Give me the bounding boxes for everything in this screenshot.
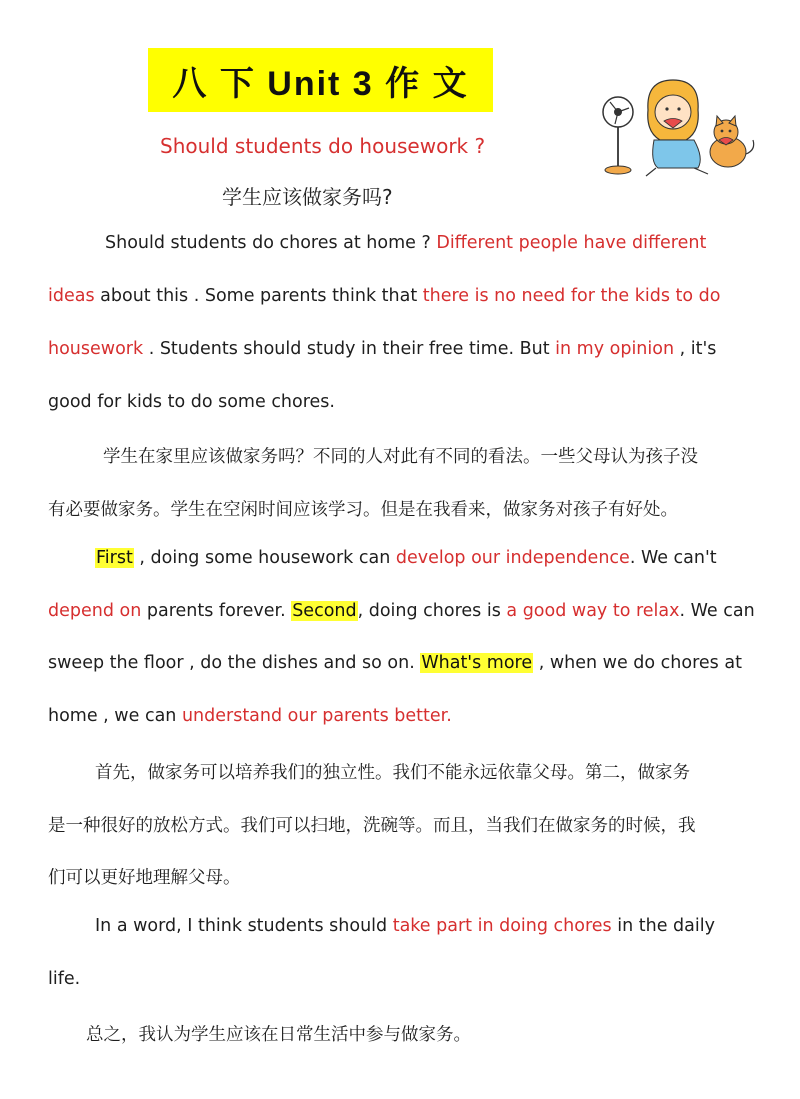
highlight-whats-more: What's more xyxy=(421,653,533,673)
conclusion-zh-line-1: 总之，我认为学生应该在日常生活中参与做家务。 xyxy=(86,1025,471,1045)
body-en-line-4: home , we can understand our parents better. xyxy=(48,706,452,726)
intro-en-line-1: Should students do chores at home ? Different people have different xyxy=(105,233,707,253)
body-zh-line-2: 是一种很好的放松方式。我们可以扫地，洗碗等。而且，当我们在做家务的时候，我 xyxy=(48,816,696,836)
subtitle-english: Should students do housework ? xyxy=(160,134,486,158)
body-en-line-1: First , doing some housework can develop our independence. We can't xyxy=(96,548,717,568)
body-zh-line-3: 们可以更好地理解父母。 xyxy=(48,868,241,888)
intro-en-line-3: housework . Students should study in their free time. But in my opinion , it's xyxy=(48,339,717,359)
highlight-first: First xyxy=(96,548,133,568)
highlight-second: Second xyxy=(292,601,357,621)
intro-zh-line-2: 有必要做家务。学生在空闲时间应该学习。但是在我看来，做家务对孩子有好处。 xyxy=(48,500,678,520)
body-zh-line-1: 首先，做家务可以培养我们的独立性。我们不能永远依靠父母。第二，做家务 xyxy=(95,763,690,783)
girl-with-fan-illustration xyxy=(598,70,758,180)
subtitle-chinese: 学生应该做家务吗? xyxy=(222,185,393,209)
intro-en-line-2: ideas about this . Some parents think that there is no need for the kids to do xyxy=(48,286,721,306)
page-title: 八 下 Unit 3 作 文 xyxy=(172,64,469,103)
cat-figure xyxy=(710,116,754,167)
body-en-line-3: sweep the floor , do the dishes and so on. What's more , when we do chores at xyxy=(48,653,742,673)
conclusion-en-line-2: life. xyxy=(48,969,81,989)
conclusion-en-line-1: In a word, I think students should take part in doing chores in the daily xyxy=(95,916,715,936)
electric-fan-icon xyxy=(603,97,633,174)
intro-zh-line-1: 学生在家里应该做家务吗？不同的人对此有不同的看法。一些父母认为孩子没 xyxy=(103,447,698,467)
title-banner xyxy=(148,48,493,112)
body-en-line-2: depend on parents forever. Second, doing chores is a good way to relax. We can xyxy=(48,601,755,621)
girl-figure xyxy=(646,80,708,176)
intro-en-line-4: good for kids to do some chores. xyxy=(48,392,335,412)
